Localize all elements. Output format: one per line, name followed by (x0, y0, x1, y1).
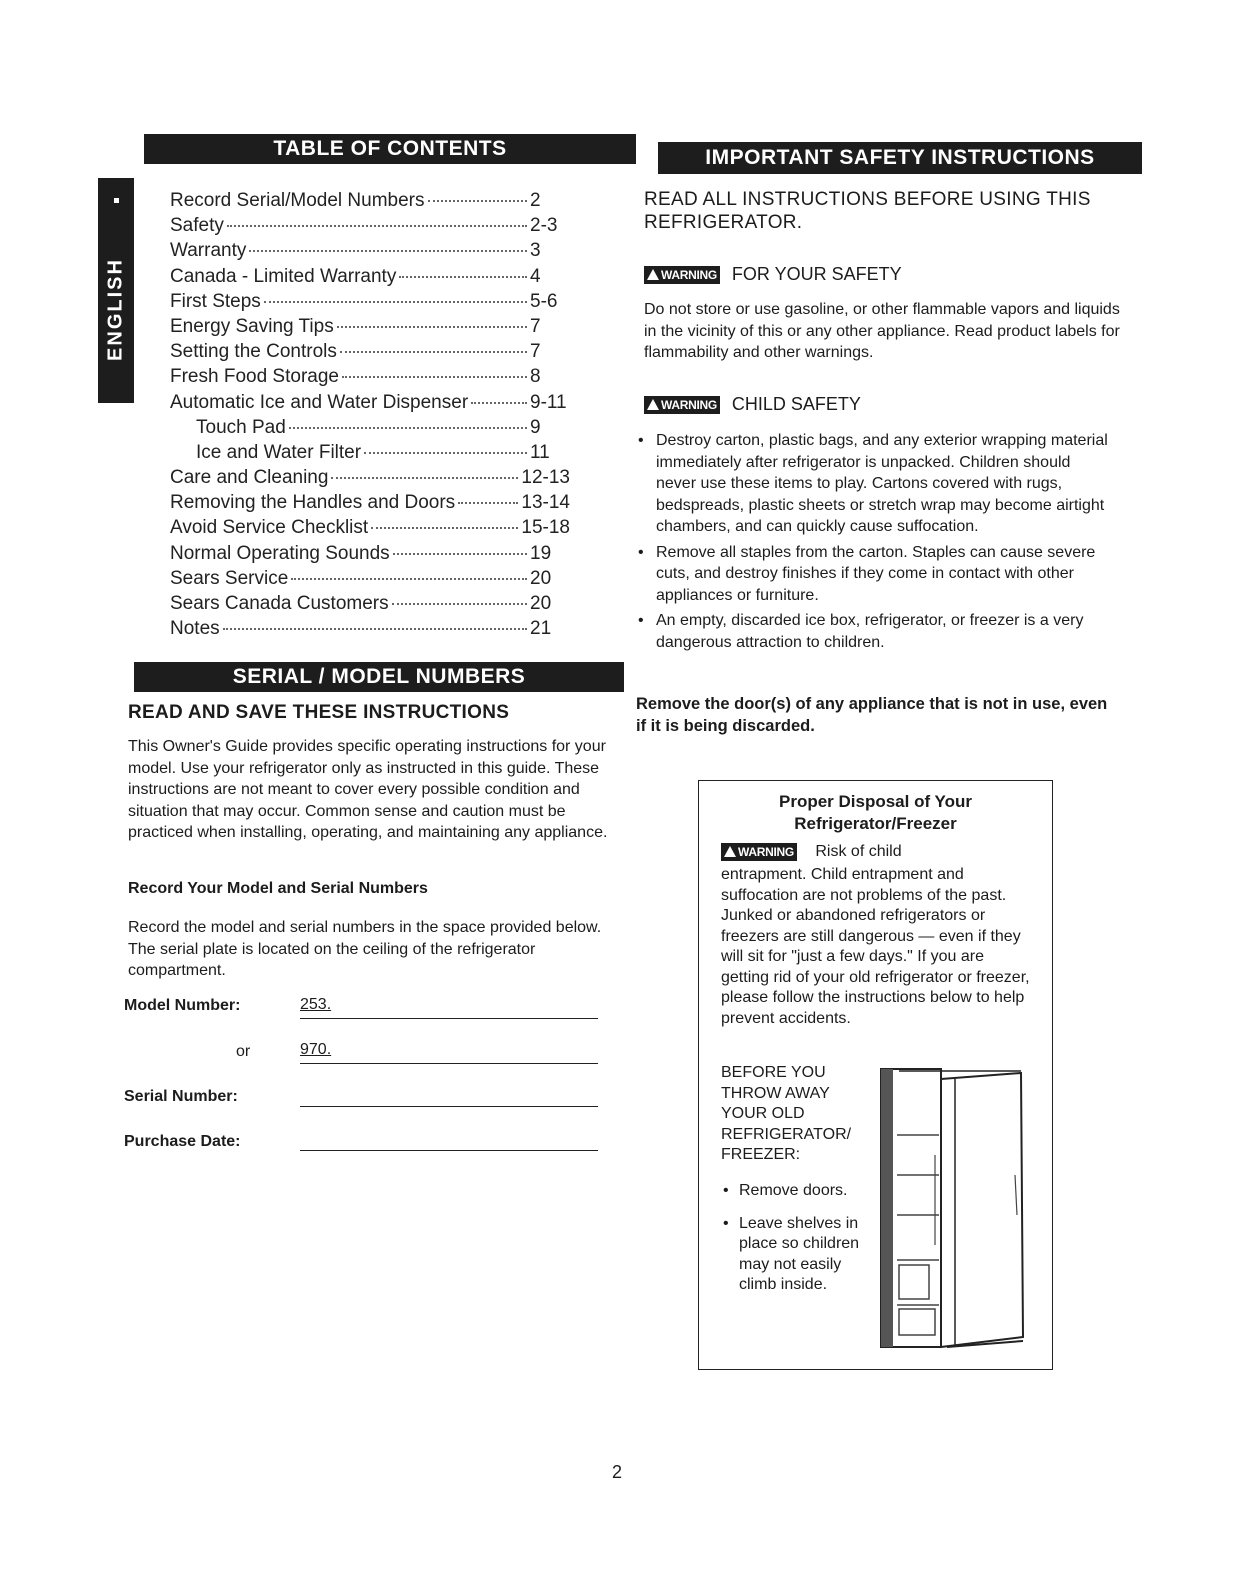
toc-item-page: 8 (530, 366, 541, 388)
tab-bullet (114, 198, 119, 203)
disposal-warning-line (721, 843, 902, 861)
toc-item-title: Automatic Ice and Water Dispenser (170, 391, 469, 413)
toc-item-title: Sears Canada Customers (170, 593, 389, 614)
child-safety-list (636, 430, 1112, 657)
toc-item (170, 291, 570, 316)
disposal-title-line1: Proper Disposal of Your (778, 792, 973, 811)
toc-item-title: Record Serial/Model Numbers (170, 190, 425, 211)
disposal-step: • Remove doors. (721, 1181, 871, 1202)
toc-leader-dots (249, 250, 527, 252)
disposal-title-line2: Refrigerator/Freezer (794, 814, 957, 833)
toc-item (170, 215, 570, 240)
toc-leader-dots (399, 276, 527, 278)
toc-item (170, 392, 570, 417)
disposal-step: • Leave shelves in place so children may not easily climb inside. (721, 1214, 871, 1296)
toc-item-page: 20 (530, 593, 552, 614)
toc-item-page: 19 (530, 542, 552, 564)
toc-item-page: 3 (530, 240, 541, 262)
toc-list (170, 190, 570, 643)
toc-item-title: Notes (170, 618, 220, 640)
toc-item (170, 593, 570, 618)
toc-item (170, 568, 570, 593)
toc-item (170, 190, 570, 215)
child-safety-item: • Remove all staples from the carton. Staples can cause severe cuts, and destroy finishes if they come in contact with other appliances or furniture. (636, 542, 1112, 607)
toc-leader-dots (337, 326, 527, 328)
toc-leader-dots (371, 527, 518, 529)
toc-item (170, 618, 570, 643)
read-and-save-heading: READ AND SAVE THESE INSTRUCTIONS (128, 702, 510, 723)
owners-guide-intro: This Owner's Guide provides specific operating instructions for your model. Use your refrigerator only as instructed in this guide. These instructions are not meant to cover every possible condition and situation that may occur. Common sense and caution must be practiced when installing, operating, and maintaining any appliance. (128, 738, 608, 841)
toc-item-page: 9-11 (530, 391, 567, 413)
model-number-label: Model Number: (124, 997, 241, 1014)
toc-item-page: 9 (530, 416, 541, 438)
toc-leader-dots (223, 628, 527, 630)
purchase-date-label: Purchase Date: (124, 1133, 241, 1150)
toc-item-title: Normal Operating Sounds (170, 542, 390, 564)
alt-model-number-value: 970. (300, 1041, 332, 1058)
toc-item-page: 20 (530, 567, 552, 589)
disposal-steps (721, 1181, 871, 1308)
record-text: Record the model and serial numbers in the space provided below. The serial plate is located on the ceiling of the refrigerator compartment. (128, 919, 602, 979)
language-tab-label: ENGLISH (104, 258, 127, 361)
toc-leader-dots (291, 578, 527, 580)
warning-badge: WARNING (721, 843, 797, 861)
toc-item (170, 492, 570, 517)
toc-item-title: Energy Saving Tips (170, 315, 334, 337)
toc-leader-dots (227, 225, 527, 227)
toc-item (170, 467, 570, 492)
toc-item-page: 7 (530, 315, 541, 337)
child-safety-heading (644, 394, 861, 415)
remove-doors-note: Remove the door(s) of any appliance that is not in use, even if it is being discarded. (636, 695, 1108, 735)
toc-leader-dots (458, 502, 518, 504)
for-your-safety-heading (644, 264, 902, 285)
warning-triangle-icon (647, 269, 659, 280)
toc-item (170, 316, 570, 341)
warning-badge: WARNING (644, 266, 720, 284)
toc-leader-dots (471, 402, 527, 404)
toc-item-title: Avoid Service Checklist (170, 517, 369, 539)
toc-item-page: 7 (530, 341, 541, 363)
language-tab (98, 178, 134, 403)
record-heading: Record Your Model and Serial Numbers (128, 880, 428, 897)
toc-item-title: Fresh Food Storage (170, 366, 339, 388)
model-number-value: 253. (300, 996, 332, 1013)
toc-item-title: Care and Cleaning (170, 467, 329, 489)
disposal-title (699, 791, 1052, 835)
toc-item-title: Setting the Controls (170, 341, 337, 363)
toc-item-page: 4 (530, 265, 541, 287)
toc-leader-dots (392, 603, 527, 605)
toc-item (170, 341, 570, 366)
for-your-safety-label: FOR YOUR SAFETY (731, 264, 902, 284)
warning-badge: WARNING (644, 396, 720, 414)
read-all-instructions: READ ALL INSTRUCTIONS BEFORE USING THIS REFRIGERATOR. (644, 189, 1091, 233)
toc-leader-dots (331, 477, 518, 479)
disposal-box (698, 780, 1053, 1370)
toc-item-page: 5-6 (530, 290, 558, 312)
toc-item-title: Sears Service (170, 567, 289, 589)
warning-triangle-icon (647, 399, 659, 410)
toc-leader-dots (289, 427, 527, 429)
warning-triangle-icon (724, 846, 736, 857)
toc-item-page: 12-13 (521, 467, 570, 489)
serial-number-field[interactable] (300, 1084, 598, 1107)
toc-item-title: First Steps (170, 290, 261, 312)
child-safety-label: CHILD SAFETY (731, 394, 861, 414)
toc-leader-dots (264, 301, 527, 303)
toc-item (170, 517, 570, 542)
flammable-warning-text: Do not store or use gasoline, or other flammable vapors and liquids in the vicinity of this or any other appliance. Read product labels for flammability and other warnings. (644, 301, 1120, 361)
toc-item (170, 240, 570, 265)
before-you-throw-away: BEFORE YOU THROW AWAY YOUR OLD REFRIGERATOR/ FREEZER: (721, 1064, 852, 1163)
serial-number-label: Serial Number: (124, 1088, 238, 1105)
toc-item (170, 266, 570, 291)
or-label: or (236, 1043, 251, 1060)
page-number: 2 (612, 1462, 623, 1482)
serial-header: SERIAL / MODEL NUMBERS (134, 662, 624, 692)
toc-item (170, 442, 570, 467)
disposal-text: entrapment. Child entrapment and suffocation are not problems of the past. Junked or abandoned refrigerators or freezers are still dangerous — even if they will sit for "just a few days." If you are getting rid of your old refrigerator or freezer, please follow the instructions below to help prevent accidents. (721, 866, 1030, 1027)
toc-item-title: Safety (170, 215, 224, 237)
toc-item-title: Touch Pad (196, 416, 286, 438)
toc-item-page: 15-18 (521, 517, 570, 539)
toc-item-title: Removing the Handles and Doors (170, 492, 456, 514)
toc-item (170, 543, 570, 568)
alt-model-number-field[interactable] (300, 1041, 598, 1064)
toc-header: TABLE OF CONTENTS (144, 134, 636, 164)
disposal-warning-lead: Risk of child (815, 843, 902, 861)
toc-item-page: 21 (530, 618, 552, 640)
model-number-field[interactable] (300, 996, 598, 1019)
toc-leader-dots (340, 351, 527, 353)
toc-item-page: 2 (530, 190, 541, 211)
toc-item-page: 13-14 (521, 492, 570, 514)
child-safety-item: • Destroy carton, plastic bags, and any exterior wrapping material immediately after refrigerator is unpacked. Children should never use these items to play. Cartons covered with rugs, bedspreads, plastic sheets or stretch wrap may become airtight chambers, and can quickly cause suffocation. (636, 430, 1112, 538)
toc-leader-dots (342, 376, 527, 378)
toc-leader-dots (364, 452, 527, 454)
toc-leader-dots (393, 553, 527, 555)
toc-item-title: Warranty (170, 240, 247, 262)
toc-item (170, 417, 570, 442)
toc-item-title: Canada - Limited Warranty (170, 265, 397, 287)
safety-header: IMPORTANT SAFETY INSTRUCTIONS (658, 142, 1142, 174)
toc-item-page: 11 (530, 441, 550, 463)
toc-leader-dots (428, 200, 528, 202)
refrigerator-illustration (875, 1065, 1031, 1353)
toc-item-title: Ice and Water Filter (196, 441, 362, 463)
purchase-date-field[interactable] (300, 1128, 598, 1151)
child-safety-item: • An empty, discarded ice box, refrigerator, or freezer is a very dangerous attraction to children. (636, 610, 1112, 653)
toc-item (170, 366, 570, 391)
toc-item-page: 2-3 (530, 215, 558, 237)
